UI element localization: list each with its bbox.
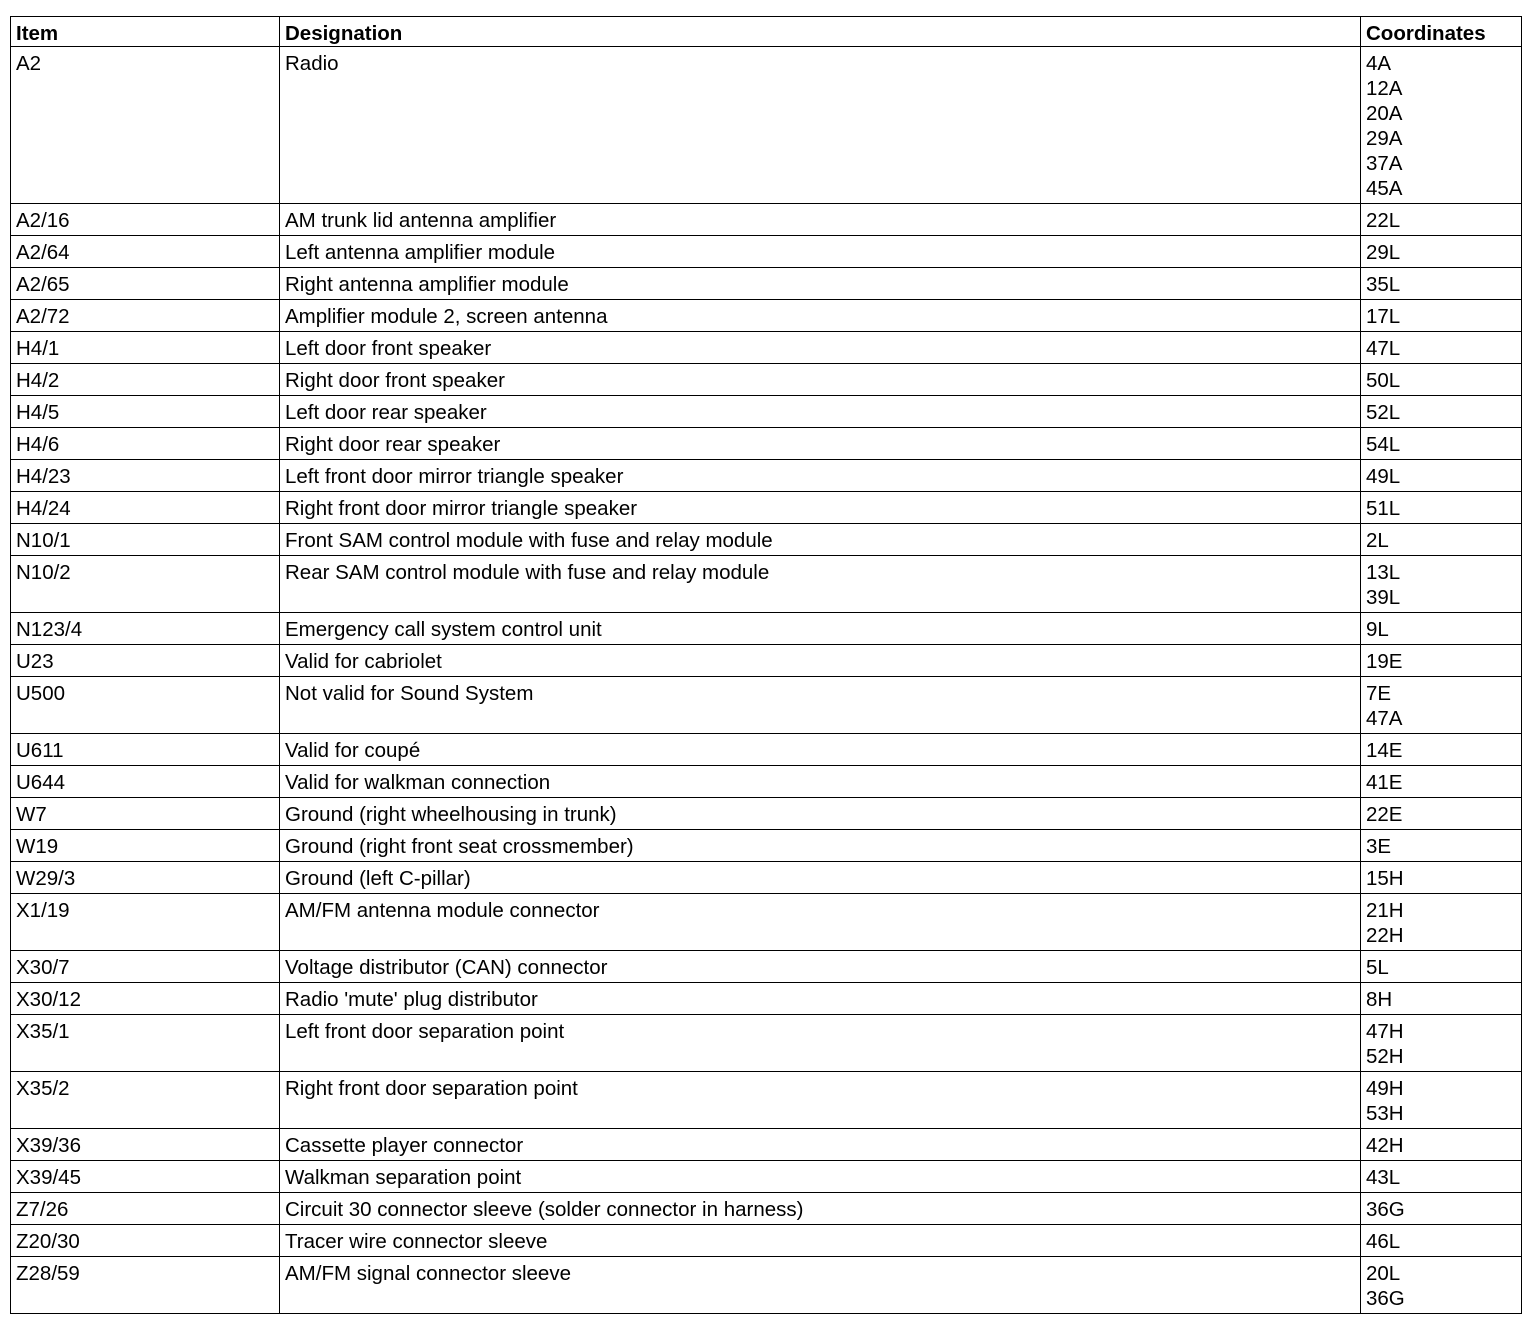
designation-cell: Valid for walkman connection	[280, 766, 1361, 798]
designation-cell: Right front door mirror triangle speaker	[280, 492, 1361, 524]
designation-cell: AM trunk lid antenna amplifier	[280, 204, 1361, 236]
table-row	[11, 645, 1522, 677]
coordinates-cell: 3E	[1361, 830, 1522, 862]
table-row	[11, 1161, 1522, 1193]
table-row	[11, 47, 1522, 204]
table-row	[11, 460, 1522, 492]
coordinates-cell: 47H 52H	[1361, 1015, 1522, 1072]
designation-cell: Left antenna amplifier module	[280, 236, 1361, 268]
item-cell: Z7/26	[11, 1193, 280, 1225]
table-row	[11, 428, 1522, 460]
table-row	[11, 894, 1522, 951]
item-cell: W19	[11, 830, 280, 862]
header-row	[11, 17, 1522, 47]
item-cell: Z20/30	[11, 1225, 280, 1257]
item-cell: A2	[11, 47, 280, 204]
coordinates-cell: 50L	[1361, 364, 1522, 396]
item-cell: X35/2	[11, 1072, 280, 1129]
coordinates-cell: 43L	[1361, 1161, 1522, 1193]
table-row	[11, 1257, 1522, 1314]
designation-cell: Ground (right wheelhousing in trunk)	[280, 798, 1361, 830]
coordinates-cell: 21H 22H	[1361, 894, 1522, 951]
table-row	[11, 734, 1522, 766]
item-cell: A2/65	[11, 268, 280, 300]
item-cell: Z28/59	[11, 1257, 280, 1314]
table-row	[11, 983, 1522, 1015]
coordinates-cell: 49H 53H	[1361, 1072, 1522, 1129]
designation-cell: Voltage distributor (CAN) connector	[280, 951, 1361, 983]
table-row	[11, 862, 1522, 894]
table-row	[11, 556, 1522, 613]
designation-cell: Emergency call system control unit	[280, 613, 1361, 645]
item-cell: W7	[11, 798, 280, 830]
coordinates-cell: 14E	[1361, 734, 1522, 766]
table-row	[11, 396, 1522, 428]
item-cell: X35/1	[11, 1015, 280, 1072]
item-cell: A2/72	[11, 300, 280, 332]
table-row	[11, 364, 1522, 396]
item-cell: H4/1	[11, 332, 280, 364]
item-cell: H4/6	[11, 428, 280, 460]
item-cell: H4/5	[11, 396, 280, 428]
table-row	[11, 766, 1522, 798]
item-cell: X30/12	[11, 983, 280, 1015]
designation-cell: Ground (right front seat crossmember)	[280, 830, 1361, 862]
designation-cell: Valid for cabriolet	[280, 645, 1361, 677]
designation-cell: Right front door separation point	[280, 1072, 1361, 1129]
item-cell: U500	[11, 677, 280, 734]
designation-cell: AM/FM signal connector sleeve	[280, 1257, 1361, 1314]
item-cell: X39/45	[11, 1161, 280, 1193]
coordinates-cell: 9L	[1361, 613, 1522, 645]
coordinates-cell: 22L	[1361, 204, 1522, 236]
coordinates-cell: 35L	[1361, 268, 1522, 300]
coordinates-cell: 52L	[1361, 396, 1522, 428]
table-row	[11, 268, 1522, 300]
table-row	[11, 204, 1522, 236]
table-row	[11, 677, 1522, 734]
table-row	[11, 524, 1522, 556]
designation-cell: Radio 'mute' plug distributor	[280, 983, 1361, 1015]
designation-cell: Valid for coupé	[280, 734, 1361, 766]
coordinates-cell: 29L	[1361, 236, 1522, 268]
coordinates-cell: 49L	[1361, 460, 1522, 492]
designation-cell: AM/FM antenna module connector	[280, 894, 1361, 951]
table-row	[11, 492, 1522, 524]
designation-cell: Left door rear speaker	[280, 396, 1361, 428]
table-row	[11, 1129, 1522, 1161]
item-cell: X1/19	[11, 894, 280, 951]
item-cell: A2/16	[11, 204, 280, 236]
designation-cell: Right door rear speaker	[280, 428, 1361, 460]
designation-cell: Amplifier module 2, screen antenna	[280, 300, 1361, 332]
coordinates-cell: 22E	[1361, 798, 1522, 830]
item-cell: A2/64	[11, 236, 280, 268]
column-header-designation: Designation	[280, 17, 1361, 47]
item-cell: H4/23	[11, 460, 280, 492]
item-cell: U23	[11, 645, 280, 677]
item-cell: N123/4	[11, 613, 280, 645]
table-row	[11, 236, 1522, 268]
table-row	[11, 798, 1522, 830]
coordinates-cell: 13L 39L	[1361, 556, 1522, 613]
item-cell: X30/7	[11, 951, 280, 983]
designation-cell: Right door front speaker	[280, 364, 1361, 396]
designation-cell: Left front door separation point	[280, 1015, 1361, 1072]
designation-cell: Front SAM control module with fuse and relay module	[280, 524, 1361, 556]
coordinates-cell: 20L 36G	[1361, 1257, 1522, 1314]
coordinates-cell: 4A 12A 20A 29A 37A 45A	[1361, 47, 1522, 204]
coordinates-cell: 51L	[1361, 492, 1522, 524]
coordinates-cell: 5L	[1361, 951, 1522, 983]
designation-cell: Rear SAM control module with fuse and relay module	[280, 556, 1361, 613]
coordinates-cell: 54L	[1361, 428, 1522, 460]
coordinates-cell: 42H	[1361, 1129, 1522, 1161]
designation-cell: Circuit 30 connector sleeve (solder connector in harness)	[280, 1193, 1361, 1225]
item-cell: W29/3	[11, 862, 280, 894]
coordinates-cell: 19E	[1361, 645, 1522, 677]
item-cell: U611	[11, 734, 280, 766]
column-header-item: Item	[11, 17, 280, 47]
table-row	[11, 830, 1522, 862]
designation-cell: Ground (left C-pillar)	[280, 862, 1361, 894]
designation-cell: Left door front speaker	[280, 332, 1361, 364]
coordinates-cell: 46L	[1361, 1225, 1522, 1257]
table-row	[11, 300, 1522, 332]
coordinates-cell: 15H	[1361, 862, 1522, 894]
item-cell: U644	[11, 766, 280, 798]
table-row	[11, 1015, 1522, 1072]
coordinates-cell: 17L	[1361, 300, 1522, 332]
column-header-coordinates: Coordinates	[1361, 17, 1522, 47]
component-legend-table	[10, 16, 1522, 1314]
item-cell: H4/2	[11, 364, 280, 396]
item-cell: X39/36	[11, 1129, 280, 1161]
table-row	[11, 1225, 1522, 1257]
table-row	[11, 613, 1522, 645]
designation-cell: Not valid for Sound System	[280, 677, 1361, 734]
table-row	[11, 1072, 1522, 1129]
designation-cell: Walkman separation point	[280, 1161, 1361, 1193]
coordinates-cell: 2L	[1361, 524, 1522, 556]
designation-cell: Right antenna amplifier module	[280, 268, 1361, 300]
coordinates-cell: 8H	[1361, 983, 1522, 1015]
item-cell: N10/1	[11, 524, 280, 556]
item-cell: H4/24	[11, 492, 280, 524]
coordinates-cell: 7E 47A	[1361, 677, 1522, 734]
designation-cell: Tracer wire connector sleeve	[280, 1225, 1361, 1257]
coordinates-cell: 41E	[1361, 766, 1522, 798]
table-row	[11, 1193, 1522, 1225]
designation-cell: Radio	[280, 47, 1361, 204]
table-row	[11, 951, 1522, 983]
coordinates-cell: 47L	[1361, 332, 1522, 364]
table-row	[11, 332, 1522, 364]
item-cell: N10/2	[11, 556, 280, 613]
coordinates-cell: 36G	[1361, 1193, 1522, 1225]
designation-cell: Cassette player connector	[280, 1129, 1361, 1161]
designation-cell: Left front door mirror triangle speaker	[280, 460, 1361, 492]
